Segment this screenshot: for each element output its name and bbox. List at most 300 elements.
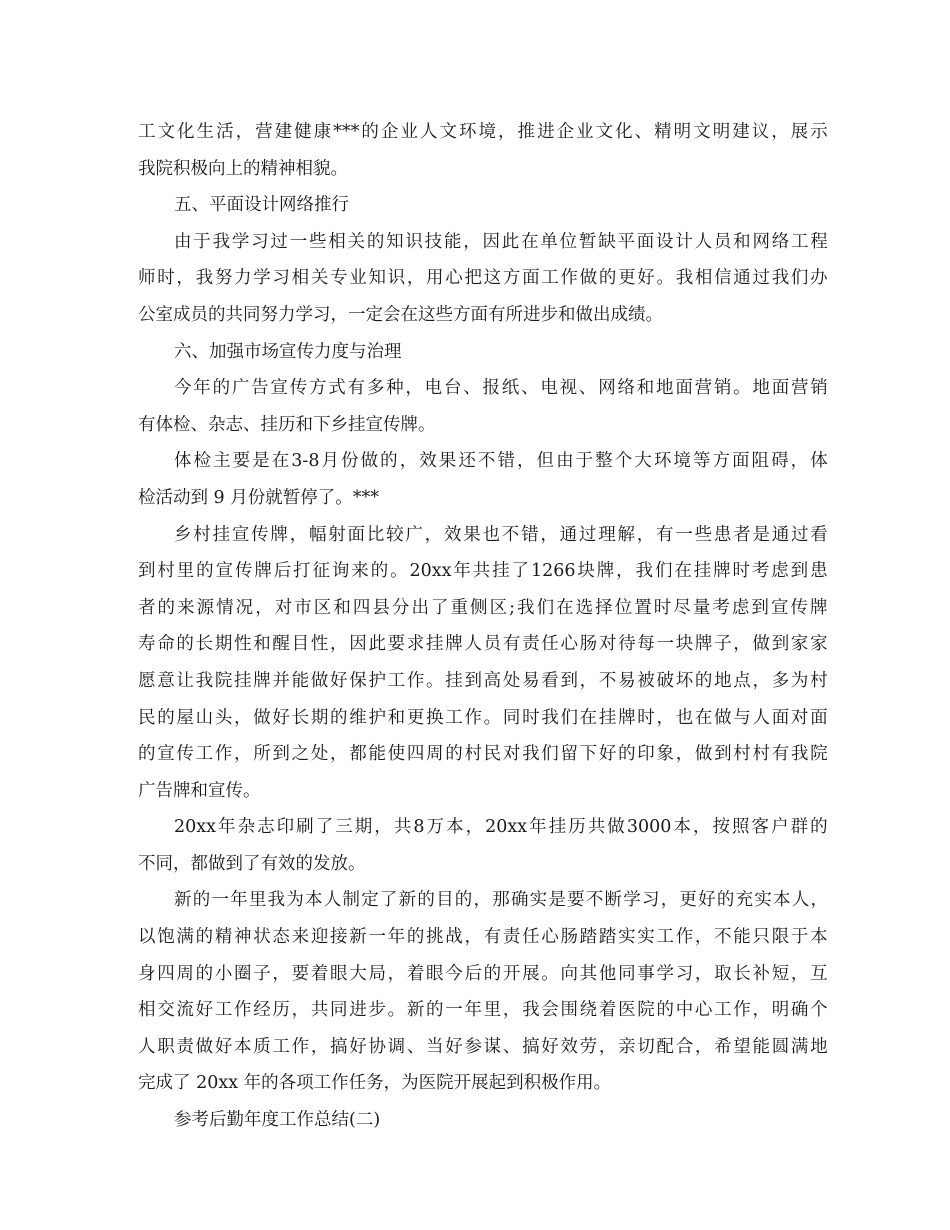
text-glyph: ，	[235, 122, 254, 142]
text-glyph: 经	[253, 1000, 271, 1021]
text-glyph: 头	[214, 707, 233, 728]
text-glyph: 、	[521, 378, 539, 399]
text-glyph: 患	[810, 561, 828, 582]
text-glyph: 文	[439, 122, 457, 142]
text-line	[138, 992, 828, 1029]
text-glyph: 好	[637, 268, 655, 289]
text-glyph: 作	[675, 927, 694, 948]
text-glyph: 挂	[445, 670, 463, 691]
text-glyph: 面	[347, 524, 366, 545]
text-glyph: 好	[598, 744, 617, 765]
text-glyph: 过	[578, 524, 597, 545]
text-glyph: 家	[810, 634, 828, 655]
text-glyph: 的	[195, 927, 214, 948]
text-glyph: 的	[157, 707, 175, 728]
text-glyph: 着	[406, 963, 425, 984]
text-glyph: 为	[286, 890, 304, 911]
text-glyph: 肠	[579, 634, 598, 655]
text-glyph: 。	[656, 268, 674, 289]
text-glyph: 展	[790, 122, 809, 142]
text-glyph: 年	[529, 817, 547, 838]
text-glyph: 的	[417, 890, 435, 911]
text-glyph: 询	[331, 561, 350, 582]
text-glyph: 识	[387, 268, 406, 289]
text-glyph: 广	[405, 524, 423, 545]
text-glyph: 还	[458, 451, 476, 472]
text-glyph: 民	[483, 744, 502, 765]
text-glyph: 年	[218, 817, 236, 838]
text-glyph: 后	[273, 561, 292, 582]
text-glyph: ，	[473, 890, 491, 911]
text-glyph: 情	[216, 597, 234, 618]
text-glyph: 后	[464, 963, 482, 984]
text-glyph: 习	[272, 268, 290, 289]
text-glyph: 健	[294, 122, 312, 142]
text-glyph: 目	[436, 890, 454, 911]
text-glyph: 。	[483, 707, 502, 728]
text-glyph: 工	[541, 268, 559, 289]
text-glyph: 20xx	[409, 561, 452, 582]
text-glyph: 四	[406, 744, 425, 765]
text-glyph: 置	[634, 597, 652, 618]
text-glyph: 好	[445, 1036, 463, 1057]
text-glyph: 的	[138, 744, 156, 765]
text-glyph: 告	[251, 378, 269, 399]
text-glyph: 重	[450, 597, 468, 618]
text-glyph: 由	[174, 231, 192, 252]
text-glyph: 院	[637, 1000, 655, 1021]
text-glyph: 本	[673, 817, 691, 838]
text-glyph: 进	[349, 1000, 367, 1021]
text-glyph: 他	[598, 963, 617, 984]
text-line	[138, 1029, 828, 1066]
text-glyph: 了	[511, 561, 530, 582]
text-glyph: 效	[560, 1036, 578, 1057]
text-glyph: 共	[472, 561, 491, 582]
text-glyph: 过	[791, 524, 809, 545]
text-glyph: 学	[623, 890, 641, 911]
text-glyph: 是	[548, 890, 566, 911]
text-glyph: ***	[333, 122, 360, 142]
text-line	[138, 809, 828, 846]
text-glyph: 工	[387, 670, 406, 691]
text-glyph: 们	[654, 561, 673, 582]
text-line: 不同，都做到了有效的发放。	[138, 853, 366, 874]
text-glyph: 做	[310, 670, 329, 691]
text-glyph: 挑	[426, 927, 444, 948]
text-glyph: 今	[445, 963, 463, 984]
text-glyph: 战	[445, 927, 463, 948]
text-glyph: 愿	[138, 670, 156, 691]
text-glyph: 易	[618, 670, 636, 691]
text-glyph: 下	[579, 744, 598, 765]
text-glyph: 取	[714, 963, 732, 984]
text-glyph: 寿	[138, 634, 156, 655]
text-glyph: 在	[694, 707, 713, 728]
text-glyph: ，	[289, 524, 308, 545]
text-glyph: 习	[675, 963, 694, 984]
text-glyph: 销	[810, 378, 828, 399]
text-glyph: 况	[235, 597, 254, 618]
text-glyph: 年	[387, 927, 406, 948]
text-glyph: ，	[272, 963, 290, 984]
text-glyph: 的	[361, 122, 379, 142]
text-glyph: 让	[176, 670, 194, 691]
text-glyph: 的	[380, 451, 398, 472]
text-glyph: 作	[560, 268, 578, 289]
text-glyph: 我	[675, 268, 694, 289]
text-glyph: 处	[502, 670, 521, 691]
text-line: 检活动到 9 月份就暂停了。***	[138, 487, 380, 508]
text-glyph: 有	[347, 378, 366, 399]
text-glyph: 到	[751, 597, 769, 618]
text-glyph: 以	[138, 927, 156, 948]
text-glyph: 好	[349, 1036, 367, 1057]
text-glyph: 圈	[234, 963, 252, 984]
text-glyph: 村	[157, 561, 175, 582]
text-glyph: 作	[214, 744, 233, 765]
text-glyph: 保	[349, 670, 367, 691]
text-glyph: 高	[483, 670, 502, 691]
text-glyph: 在	[521, 231, 539, 252]
text-glyph: ，	[660, 890, 679, 911]
text-glyph: 换	[426, 707, 444, 728]
text-glyph: 年	[193, 378, 211, 399]
text-glyph: 在	[579, 707, 598, 728]
text-glyph: ，	[636, 524, 655, 545]
text-glyph: 精	[654, 122, 672, 142]
text-glyph: 能	[443, 231, 462, 252]
text-glyph: 处	[310, 744, 329, 765]
text-glyph: 的	[195, 963, 214, 984]
text-glyph: 村	[464, 744, 482, 765]
text-glyph: 此	[501, 231, 520, 252]
text-glyph: 作	[406, 670, 425, 691]
text-glyph: 屋	[176, 707, 194, 728]
text-glyph: ，	[387, 963, 406, 984]
text-line: 有体检、杂志、挂历和下乡挂宣传牌。	[138, 414, 436, 435]
text-glyph: 挂	[212, 524, 231, 545]
text-glyph: 一	[675, 524, 693, 545]
text-glyph: 神	[234, 927, 252, 948]
text-glyph: 里	[176, 561, 195, 582]
text-glyph: 面	[771, 378, 790, 399]
text-glyph: 当	[426, 1036, 444, 1057]
text-glyph: 文	[595, 122, 614, 142]
text-glyph: 建	[732, 122, 750, 142]
text-glyph: 展	[522, 963, 540, 984]
text-glyph: 一	[289, 231, 308, 252]
text-glyph: 块	[577, 561, 595, 582]
text-glyph: 开	[502, 963, 521, 984]
text-glyph: ，	[771, 122, 789, 142]
text-glyph: 作	[234, 1000, 252, 1021]
text-glyph: 劳	[579, 1036, 598, 1057]
text-glyph: 我	[522, 1000, 540, 1021]
text-glyph: 业	[576, 122, 594, 142]
text-glyph: 牌	[270, 524, 288, 545]
text-glyph: 多	[771, 670, 790, 691]
text-glyph: 们	[541, 744, 559, 765]
text-glyph: 也	[482, 524, 500, 545]
text-glyph: 分	[391, 597, 410, 618]
text-glyph: 面	[810, 707, 828, 728]
text-glyph: ，	[465, 817, 484, 838]
text-glyph: 把	[464, 268, 482, 289]
text-glyph: 一	[211, 890, 229, 911]
text-glyph: 是	[252, 451, 270, 472]
text-glyph: 挂	[693, 561, 712, 582]
text-line	[138, 260, 828, 297]
text-glyph: 生	[196, 122, 215, 142]
text-glyph: 年	[464, 1000, 482, 1021]
text-glyph: 子	[253, 963, 271, 984]
text-glyph: 们	[536, 597, 555, 618]
text-glyph: 些	[694, 524, 713, 545]
text-glyph: 过	[270, 231, 288, 252]
text-glyph: ，	[540, 524, 558, 545]
text-glyph: 眼	[330, 963, 348, 984]
text-glyph: 传	[251, 524, 269, 545]
text-glyph: 方	[502, 268, 521, 289]
text-glyph: 的	[716, 890, 735, 911]
text-glyph: ，	[406, 268, 425, 289]
text-glyph: 做	[694, 744, 713, 765]
text-glyph: 式	[328, 378, 346, 399]
text-line: 广告牌和宣传。	[138, 780, 261, 801]
text-glyph: 我	[635, 561, 654, 582]
text-glyph: ，	[733, 634, 751, 655]
text-glyph: 学	[253, 268, 271, 289]
text-glyph: 活	[216, 122, 234, 142]
text-glyph: 我	[212, 231, 231, 252]
text-glyph: 责	[502, 927, 521, 948]
text-line	[138, 224, 828, 261]
text-glyph: 新	[406, 1000, 425, 1021]
text-glyph: 碍	[771, 451, 789, 472]
text-glyph: 者	[138, 597, 156, 618]
text-glyph: 作	[291, 1036, 310, 1057]
text-glyph: 目	[291, 634, 310, 655]
text-glyph: 努	[214, 268, 233, 289]
text-glyph: 患	[713, 524, 732, 545]
text-glyph: 长	[195, 634, 214, 655]
text-glyph: 。	[387, 1000, 406, 1021]
text-glyph: 设	[656, 231, 674, 252]
text-glyph: 计	[675, 231, 693, 252]
text-glyph: 企	[380, 122, 399, 142]
text-glyph: 明	[673, 122, 692, 142]
text-glyph: 留	[560, 744, 578, 765]
text-glyph: 人	[752, 707, 770, 728]
text-glyph: 。	[426, 670, 444, 691]
text-glyph: ，	[616, 561, 634, 582]
text-glyph: 家	[790, 634, 809, 655]
text-glyph: ，	[675, 744, 694, 765]
text-glyph: 共	[393, 817, 412, 838]
text-line	[138, 919, 828, 956]
text-line: 参考后勤年度工作总结(二)	[174, 1110, 381, 1131]
text-glyph: 我	[790, 744, 809, 765]
text-glyph: 的	[426, 1000, 444, 1021]
text-glyph: 果	[438, 451, 457, 472]
text-glyph: 照	[732, 817, 750, 838]
text-glyph: 做	[579, 268, 598, 289]
text-glyph: 地	[752, 378, 770, 399]
text-glyph: 的	[406, 927, 425, 948]
text-glyph: 文	[157, 122, 176, 142]
text-glyph: ，	[752, 1000, 770, 1021]
text-glyph: 习	[251, 231, 269, 252]
text-glyph: 源	[196, 597, 215, 618]
text-glyph: 搞	[330, 1036, 348, 1057]
text-line	[138, 882, 828, 919]
text-glyph: 挂	[598, 707, 617, 728]
text-glyph: 村	[752, 744, 770, 765]
text-glyph: 这	[483, 268, 502, 289]
text-glyph: 与	[733, 707, 751, 728]
text-glyph: ;	[509, 597, 515, 618]
text-glyph: ，	[790, 963, 809, 984]
text-glyph: 破	[656, 670, 674, 691]
text-glyph: 到	[272, 744, 290, 765]
text-glyph: 的	[618, 744, 636, 765]
text-glyph: 明	[771, 1000, 790, 1021]
text-glyph: 过	[752, 268, 770, 289]
text-glyph: 果	[463, 524, 481, 545]
text-glyph: 传	[289, 378, 308, 399]
text-glyph: 办	[810, 268, 828, 289]
text-glyph: 、	[463, 378, 481, 399]
text-glyph: 年	[453, 561, 471, 582]
text-glyph: 心	[694, 1000, 713, 1021]
text-glyph: 于	[790, 927, 809, 948]
text-glyph: 我	[522, 744, 540, 765]
text-glyph: 共	[310, 1000, 329, 1021]
text-glyph: 院	[214, 670, 233, 691]
text-glyph: 协	[368, 1036, 386, 1057]
text-glyph: 量	[692, 597, 711, 618]
text-glyph: 我	[541, 707, 559, 728]
text-glyph: 着	[598, 1000, 617, 1021]
text-glyph: 面	[675, 378, 693, 399]
text-glyph: 用	[426, 268, 444, 289]
text-glyph: 做	[752, 634, 770, 655]
text-glyph: ，	[752, 670, 770, 691]
text-glyph: 来	[351, 561, 369, 582]
text-glyph: 好	[214, 1036, 233, 1057]
text-line: 五、平面设计网络推行	[174, 195, 349, 216]
text-glyph: 建	[274, 122, 293, 142]
text-glyph: ，	[291, 1000, 310, 1021]
text-glyph: 时	[653, 597, 672, 618]
text-glyph: 在	[271, 451, 290, 472]
text-glyph: ，	[516, 451, 535, 472]
text-glyph: 印	[276, 817, 295, 838]
text-glyph: 和	[333, 597, 351, 618]
text-glyph: ，	[810, 890, 828, 911]
text-glyph: 精	[214, 927, 233, 948]
text-glyph: 的	[370, 561, 389, 582]
text-glyph: 本	[810, 927, 828, 948]
text-glyph: 牌	[810, 597, 828, 618]
text-glyph: 牌	[596, 561, 615, 582]
text-line: 完成了 20xx 年的各项工作任务，为医院开展起到积极作用。	[138, 1073, 612, 1094]
text-glyph: 满	[176, 927, 194, 948]
text-glyph: 的	[330, 707, 348, 728]
text-glyph: 化	[615, 122, 633, 142]
text-glyph: 广	[231, 378, 250, 399]
text-glyph: 习	[641, 890, 660, 911]
text-glyph: 好	[330, 670, 348, 691]
text-glyph: 子	[714, 634, 732, 655]
text-glyph: 络	[771, 231, 790, 252]
text-glyph: 肠	[560, 927, 578, 948]
text-glyph: 的	[366, 231, 385, 252]
text-glyph: 有	[502, 634, 521, 655]
text-glyph: 。	[390, 561, 408, 582]
text-glyph: 乡	[174, 524, 192, 545]
text-glyph: 共	[587, 817, 606, 838]
text-glyph: 牌	[618, 707, 636, 728]
text-glyph: 出	[411, 597, 429, 618]
text-glyph: 程	[810, 231, 828, 252]
text-glyph: 护	[368, 670, 386, 691]
text-glyph: 地	[714, 670, 732, 691]
text-glyph: 文	[693, 122, 711, 142]
text-glyph: 不	[477, 451, 496, 472]
text-glyph: 的	[694, 670, 713, 691]
text-glyph: 新	[174, 890, 192, 911]
text-glyph: 配	[656, 1036, 674, 1057]
text-glyph: 议	[751, 122, 770, 142]
text-glyph: 推	[517, 122, 536, 142]
text-glyph: 体	[174, 451, 192, 472]
text-glyph: 任	[541, 634, 559, 655]
text-glyph: 人	[694, 231, 713, 252]
text-glyph: 业	[349, 268, 367, 289]
text-glyph: 和	[253, 634, 271, 655]
text-glyph: 、	[634, 122, 653, 142]
text-glyph: 交	[157, 1000, 175, 1021]
text-glyph: 信	[714, 268, 732, 289]
text-glyph: 3000	[626, 817, 672, 838]
text-glyph: 人	[791, 890, 810, 911]
text-glyph: 本	[305, 890, 323, 911]
text-glyph: 新	[398, 890, 417, 911]
text-glyph: 区	[313, 597, 332, 618]
text-glyph: 牌	[694, 634, 713, 655]
text-glyph: 长	[291, 707, 310, 728]
text-glyph: 知	[386, 231, 404, 252]
text-glyph: 是	[752, 524, 770, 545]
text-glyph: 错	[521, 524, 539, 545]
text-glyph: 同	[330, 1000, 348, 1021]
text-glyph: 不	[714, 927, 732, 948]
text-glyph: 通	[559, 524, 578, 545]
text-glyph: 宣	[231, 524, 250, 545]
text-glyph: 使	[387, 744, 406, 765]
text-glyph: 踏	[579, 927, 598, 948]
text-glyph: 了	[430, 597, 449, 618]
text-glyph: 步	[368, 1000, 386, 1021]
text-glyph: 络	[617, 378, 635, 399]
text-glyph: 考	[712, 597, 730, 618]
text-glyph: 因	[482, 231, 500, 252]
text-glyph: 实	[637, 927, 655, 948]
text-glyph: 调	[387, 1036, 406, 1057]
text-glyph: 学	[656, 963, 674, 984]
